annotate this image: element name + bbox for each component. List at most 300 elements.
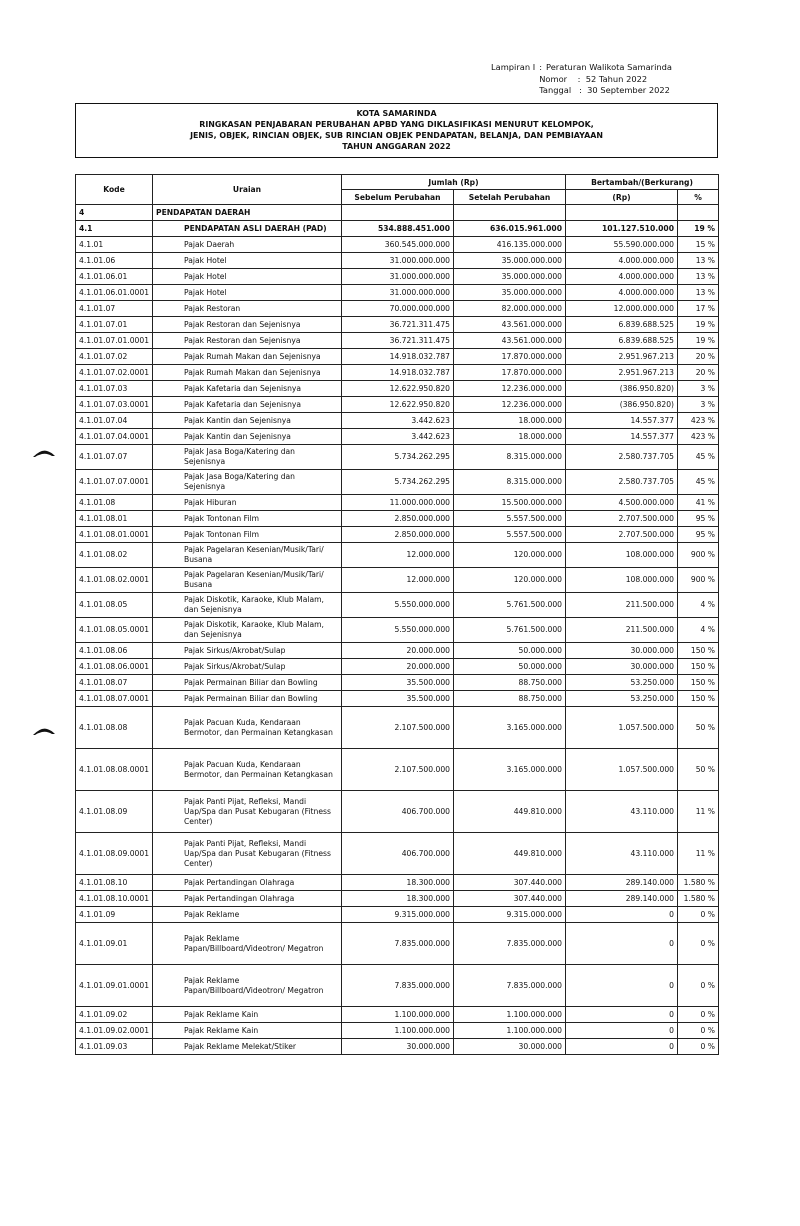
row-setelah: 35.000.000.000: [454, 253, 566, 269]
row-persen: 150 %: [678, 675, 719, 691]
table-row: [76, 205, 719, 221]
title-line-2: RINGKASAN PENJABARAN PERUBAHAN APBD YANG DIKLASIFIKASI MENURUT KELOMPOK,: [199, 120, 594, 129]
row-selisih: 14.557.377: [566, 429, 678, 445]
row-uraian: Pajak Reklame Melekat/Stiker: [153, 1039, 342, 1055]
row-selisih: 6.839.688.525: [566, 317, 678, 333]
row-sebelum: 1.100.000.000: [342, 1023, 454, 1039]
row-selisih: 0: [566, 1039, 678, 1055]
row-sebelum: 36.721.311.475: [342, 333, 454, 349]
row-sebelum: 30.000.000: [342, 1039, 454, 1055]
table-row: [76, 923, 719, 965]
row-selisih: 211.500.000: [566, 618, 678, 643]
row-kode: 4.1.01.08.05.0001: [76, 618, 153, 643]
row-selisih: 211.500.000: [566, 593, 678, 618]
row-sebelum: 18.300.000: [342, 891, 454, 907]
row-persen: 150 %: [678, 691, 719, 707]
row-kode: 4.1.01: [76, 237, 153, 253]
row-uraian: Pajak Hotel: [153, 269, 342, 285]
row-selisih: 30.000.000: [566, 643, 678, 659]
row-setelah: 18.000.000: [454, 429, 566, 445]
row-persen: 4 %: [678, 593, 719, 618]
row-setelah: 5.761.500.000: [454, 618, 566, 643]
row-sebelum: 12.000.000: [342, 543, 454, 568]
row-setelah: 43.561.000.000: [454, 317, 566, 333]
row-sebelum: 12.622.950.820: [342, 381, 454, 397]
row-setelah: 7.835.000.000: [454, 923, 566, 965]
row-sebelum: 36.721.311.475: [342, 317, 454, 333]
row-uraian: Pajak Reklame Papan/Billboard/Videotron/ Megatron: [153, 923, 342, 965]
row-sebelum: 5.550.000.000: [342, 593, 454, 618]
row-setelah: 88.750.000: [454, 675, 566, 691]
row-persen: 13 %: [678, 269, 719, 285]
row-persen: 150 %: [678, 659, 719, 675]
row-persen: 13 %: [678, 253, 719, 269]
scan-mark-icon: [32, 448, 56, 458]
row-sebelum: 9.315.000.000: [342, 907, 454, 923]
row-kode: 4.1.01.07: [76, 301, 153, 317]
row-sebelum: 406.700.000: [342, 791, 454, 833]
row-sebelum: 2.107.500.000: [342, 749, 454, 791]
row-persen: 900 %: [678, 543, 719, 568]
row-setelah: 7.835.000.000: [454, 965, 566, 1007]
row-selisih: 0: [566, 965, 678, 1007]
row-kode: 4.1.01.06.01: [76, 269, 153, 285]
header-kode: Kode: [76, 175, 153, 205]
row-selisih: 43.110.000: [566, 791, 678, 833]
row-kode: 4.1.01.08.07: [76, 675, 153, 691]
row-uraian: Pajak Panti Pijat, Refleksi, Mandi Uap/Spa dan Pusat Kebugaran (Fitness Center): [153, 791, 342, 833]
row-setelah: 1.100.000.000: [454, 1023, 566, 1039]
row-sebelum: [342, 205, 454, 221]
row-uraian: Pajak Restoran dan Sejenisnya: [153, 317, 342, 333]
row-selisih: 0: [566, 907, 678, 923]
table-row: [76, 593, 719, 618]
row-kode: 4: [76, 205, 153, 221]
row-sebelum: 2.850.000.000: [342, 511, 454, 527]
row-selisih: 1.057.500.000: [566, 749, 678, 791]
table-row: [76, 675, 719, 691]
row-persen: 4 %: [678, 618, 719, 643]
row-selisih: 2.951.967.213: [566, 349, 678, 365]
table-row: [76, 333, 719, 349]
row-setelah: 416.135.000.000: [454, 237, 566, 253]
row-sebelum: 3.442.623: [342, 429, 454, 445]
lampiran-block: [489, 62, 674, 97]
header-persen: %: [678, 190, 719, 205]
table-row: [76, 511, 719, 527]
table-row: [76, 527, 719, 543]
row-selisih: 55.590.000.000: [566, 237, 678, 253]
row-kode: 4.1.01.08.05: [76, 593, 153, 618]
row-persen: 150 %: [678, 643, 719, 659]
row-selisih: 289.140.000: [566, 875, 678, 891]
row-kode: 4.1.01.07.01.0001: [76, 333, 153, 349]
row-kode: 4.1.01.07.03.0001: [76, 397, 153, 413]
row-sebelum: 18.300.000: [342, 875, 454, 891]
table-row: [76, 1039, 719, 1055]
row-selisih: 289.140.000: [566, 891, 678, 907]
row-selisih: 6.839.688.525: [566, 333, 678, 349]
row-kode: 4.1.01.08.07.0001: [76, 691, 153, 707]
lampiran-label: Lampiran I: [491, 62, 536, 72]
row-uraian: Pajak Jasa Boga/Katering dan Sejenisnya: [153, 470, 342, 495]
row-sebelum: 11.000.000.000: [342, 495, 454, 511]
budget-table: [75, 174, 719, 1055]
table-row: [76, 317, 719, 333]
row-kode: 4.1: [76, 221, 153, 237]
row-uraian: Pajak Diskotik, Karaoke, Klub Malam, dan Sejenisnya: [153, 593, 342, 618]
row-setelah: 8.315.000.000: [454, 470, 566, 495]
row-setelah: 3.165.000.000: [454, 749, 566, 791]
row-uraian: Pajak Kantin dan Sejenisnya: [153, 413, 342, 429]
row-kode: 4.1.01.07.03: [76, 381, 153, 397]
row-selisih: 0: [566, 1023, 678, 1039]
row-persen: 0 %: [678, 1007, 719, 1023]
row-uraian: Pajak Kantin dan Sejenisnya: [153, 429, 342, 445]
table-row: [76, 413, 719, 429]
row-persen: 45 %: [678, 445, 719, 470]
row-setelah: 5.557.500.000: [454, 527, 566, 543]
lampiran-regulation: Peraturan Walikota Samarinda: [546, 62, 672, 72]
row-kode: 4.1.01.09.02: [76, 1007, 153, 1023]
table-row: [76, 543, 719, 568]
row-uraian: Pajak Pagelaran Kesenian/Musik/Tari/ Busana: [153, 568, 342, 593]
row-kode: 4.1.01.08.01.0001: [76, 527, 153, 543]
row-setelah: 30.000.000: [454, 1039, 566, 1055]
table-row: [76, 749, 719, 791]
table-row: [76, 965, 719, 1007]
row-selisih: 2.707.500.000: [566, 511, 678, 527]
document-title-box: [75, 103, 718, 158]
row-kode: 4.1.01.08: [76, 495, 153, 511]
row-selisih: [566, 205, 678, 221]
row-sebelum: 5.734.262.295: [342, 470, 454, 495]
header-jumlah: Jumlah (Rp): [342, 175, 566, 190]
row-selisih: 2.580.737.705: [566, 470, 678, 495]
row-persen: 19 %: [678, 317, 719, 333]
table-row: [76, 659, 719, 675]
row-uraian: Pajak Pertandingan Olahraga: [153, 891, 342, 907]
table-row: [76, 221, 719, 237]
row-selisih: 53.250.000: [566, 675, 678, 691]
row-setelah: 5.761.500.000: [454, 593, 566, 618]
row-setelah: 307.440.000: [454, 875, 566, 891]
table-row: [76, 269, 719, 285]
row-uraian: Pajak Panti Pijat, Refleksi, Mandi Uap/Spa dan Pusat Kebugaran (Fitness Center): [153, 833, 342, 875]
row-sebelum: 5.734.262.295: [342, 445, 454, 470]
row-sebelum: 20.000.000: [342, 643, 454, 659]
table-row: [76, 707, 719, 749]
row-persen: 13 %: [678, 285, 719, 301]
row-setelah: 82.000.000.000: [454, 301, 566, 317]
row-selisih: (386.950.820): [566, 381, 678, 397]
row-selisih: 4.000.000.000: [566, 285, 678, 301]
row-setelah: 18.000.000: [454, 413, 566, 429]
row-setelah: 50.000.000: [454, 659, 566, 675]
row-kode: 4.1.01.08.06: [76, 643, 153, 659]
row-setelah: 449.810.000: [454, 791, 566, 833]
row-setelah: 12.236.000.000: [454, 381, 566, 397]
row-persen: 0 %: [678, 923, 719, 965]
lampiran-table: Lampiran I : Peraturan Walikota Samarinda Nomor : 52 Tahun 2022 Tanggal : 30 September 2022: [491, 62, 672, 95]
row-persen: 50 %: [678, 707, 719, 749]
table-row: [76, 495, 719, 511]
table-row: [76, 285, 719, 301]
row-selisih: (386.950.820): [566, 397, 678, 413]
row-setelah: 636.015.961.000: [454, 221, 566, 237]
header-uraian: Uraian: [153, 175, 342, 205]
row-sebelum: 1.100.000.000: [342, 1007, 454, 1023]
header-rp: (Rp): [566, 190, 678, 205]
row-setelah: [454, 205, 566, 221]
budget-table-wrapper: [75, 174, 718, 1055]
row-persen: 45 %: [678, 470, 719, 495]
table-row: [76, 381, 719, 397]
row-kode: 4.1.01.08.06.0001: [76, 659, 153, 675]
row-setelah: 9.315.000.000: [454, 907, 566, 923]
table-row: [76, 691, 719, 707]
row-uraian: Pajak Hiburan: [153, 495, 342, 511]
row-sebelum: 3.442.623: [342, 413, 454, 429]
row-sebelum: 5.550.000.000: [342, 618, 454, 643]
row-sebelum: 70.000.000.000: [342, 301, 454, 317]
row-kode: 4.1.01.08.02: [76, 543, 153, 568]
row-kode: 4.1.01.06: [76, 253, 153, 269]
row-kode: 4.1.01.08.08: [76, 707, 153, 749]
row-kode: 4.1.01.08.09.0001: [76, 833, 153, 875]
row-uraian: Pajak Hotel: [153, 253, 342, 269]
row-persen: 423 %: [678, 413, 719, 429]
row-persen: 0 %: [678, 1039, 719, 1055]
table-row: [76, 833, 719, 875]
row-setelah: 17.870.000.000: [454, 349, 566, 365]
title-year: TAHUN ANGGARAN 2022: [342, 142, 451, 151]
row-persen: 11 %: [678, 833, 719, 875]
row-setelah: 35.000.000.000: [454, 269, 566, 285]
row-selisih: 2.951.967.213: [566, 365, 678, 381]
table-row: [76, 301, 719, 317]
lampiran-tanggal: Tanggal : 30 September 2022: [539, 85, 670, 95]
row-setelah: 1.100.000.000: [454, 1007, 566, 1023]
row-uraian: Pajak Pagelaran Kesenian/Musik/Tari/ Busana: [153, 543, 342, 568]
row-uraian: Pajak Permainan Biliar dan Bowling: [153, 675, 342, 691]
row-sebelum: 35.500.000: [342, 675, 454, 691]
row-sebelum: 35.500.000: [342, 691, 454, 707]
table-row: [76, 568, 719, 593]
row-kode: 4.1.01.07.07.0001: [76, 470, 153, 495]
row-selisih: 108.000.000: [566, 568, 678, 593]
row-sebelum: 534.888.451.000: [342, 221, 454, 237]
row-setelah: 88.750.000: [454, 691, 566, 707]
row-setelah: 50.000.000: [454, 643, 566, 659]
table-row: [76, 907, 719, 923]
row-kode: 4.1.01.08.08.0001: [76, 749, 153, 791]
row-kode: 4.1.01.07.04: [76, 413, 153, 429]
table-row: [76, 618, 719, 643]
table-row: [76, 791, 719, 833]
header-setelah: Setelah Perubahan: [454, 190, 566, 205]
row-kode: 4.1.01.07.02.0001: [76, 365, 153, 381]
table-row: [76, 875, 719, 891]
row-kode: 4.1.01.09.01: [76, 923, 153, 965]
row-persen: 0 %: [678, 907, 719, 923]
row-uraian: Pajak Kafetaria dan Sejenisnya: [153, 381, 342, 397]
budget-table-body: [76, 205, 719, 1055]
row-setelah: 15.500.000.000: [454, 495, 566, 511]
row-kode: 4.1.01.06.01.0001: [76, 285, 153, 301]
row-setelah: 5.557.500.000: [454, 511, 566, 527]
row-persen: 3 %: [678, 397, 719, 413]
title-city: KOTA SAMARINDA: [356, 109, 437, 118]
row-selisih: 53.250.000: [566, 691, 678, 707]
row-sebelum: 7.835.000.000: [342, 923, 454, 965]
header-bertambah: Bertambah/(Berkurang): [566, 175, 719, 190]
row-selisih: 4.000.000.000: [566, 253, 678, 269]
row-persen: 11 %: [678, 791, 719, 833]
row-selisih: 14.557.377: [566, 413, 678, 429]
row-setelah: 120.000.000: [454, 568, 566, 593]
row-persen: 0 %: [678, 965, 719, 1007]
row-kode: 4.1.01.09: [76, 907, 153, 923]
lampiran-nomor: Nomor : 52 Tahun 2022: [539, 73, 648, 84]
table-row: [76, 253, 719, 269]
row-sebelum: 20.000.000: [342, 659, 454, 675]
row-sebelum: 2.107.500.000: [342, 707, 454, 749]
row-setelah: 43.561.000.000: [454, 333, 566, 349]
table-row: [76, 1023, 719, 1039]
row-kode: 4.1.01.09.03: [76, 1039, 153, 1055]
table-row: [76, 445, 719, 470]
row-selisih: 4.500.000.000: [566, 495, 678, 511]
row-selisih: 101.127.510.000: [566, 221, 678, 237]
row-kode: 4.1.01.08.02.0001: [76, 568, 153, 593]
row-sebelum: 2.850.000.000: [342, 527, 454, 543]
row-uraian: Pajak Reklame Papan/Billboard/Videotron/ Megatron: [153, 965, 342, 1007]
row-selisih: 12.000.000.000: [566, 301, 678, 317]
row-uraian: Pajak Pertandingan Olahraga: [153, 875, 342, 891]
row-uraian: Pajak Reklame: [153, 907, 342, 923]
row-uraian: Pajak Kafetaria dan Sejenisnya: [153, 397, 342, 413]
row-setelah: 449.810.000: [454, 833, 566, 875]
row-setelah: 12.236.000.000: [454, 397, 566, 413]
row-selisih: 2.580.737.705: [566, 445, 678, 470]
row-sebelum: 12.000.000: [342, 568, 454, 593]
row-uraian: Pajak Hotel: [153, 285, 342, 301]
row-kode: 4.1.01.09.02.0001: [76, 1023, 153, 1039]
row-selisih: 4.000.000.000: [566, 269, 678, 285]
row-kode: 4.1.01.07.07: [76, 445, 153, 470]
row-selisih: 30.000.000: [566, 659, 678, 675]
row-persen: 1.580 %: [678, 875, 719, 891]
row-sebelum: 14.918.032.787: [342, 365, 454, 381]
row-sebelum: 31.000.000.000: [342, 253, 454, 269]
row-persen: 423 %: [678, 429, 719, 445]
row-selisih: 43.110.000: [566, 833, 678, 875]
header-sebelum: Sebelum Perubahan: [342, 190, 454, 205]
row-setelah: 17.870.000.000: [454, 365, 566, 381]
row-uraian: Pajak Tontonan Film: [153, 511, 342, 527]
row-selisih: 2.707.500.000: [566, 527, 678, 543]
table-row: [76, 397, 719, 413]
row-kode: 4.1.01.07.01: [76, 317, 153, 333]
row-kode: 4.1.01.08.10: [76, 875, 153, 891]
row-kode: 4.1.01.07.04.0001: [76, 429, 153, 445]
row-uraian: Pajak Diskotik, Karaoke, Klub Malam, dan Sejenisnya: [153, 618, 342, 643]
row-kode: 4.1.01.08.01: [76, 511, 153, 527]
row-sebelum: 406.700.000: [342, 833, 454, 875]
row-persen: 17 %: [678, 301, 719, 317]
row-selisih: 0: [566, 923, 678, 965]
row-setelah: 3.165.000.000: [454, 707, 566, 749]
row-uraian: Pajak Permainan Biliar dan Bowling: [153, 691, 342, 707]
row-uraian: Pajak Pacuan Kuda, Kendaraan Bermotor, dan Permainan Ketangkasan: [153, 707, 342, 749]
row-sebelum: 14.918.032.787: [342, 349, 454, 365]
row-persen: 15 %: [678, 237, 719, 253]
row-uraian: Pajak Reklame Kain: [153, 1023, 342, 1039]
row-selisih: 1.057.500.000: [566, 707, 678, 749]
table-row: [76, 643, 719, 659]
row-kode: 4.1.01.09.01.0001: [76, 965, 153, 1007]
row-persen: 50 %: [678, 749, 719, 791]
row-sebelum: 31.000.000.000: [342, 285, 454, 301]
row-uraian: PENDAPATAN DAERAH: [153, 205, 342, 221]
row-persen: 20 %: [678, 349, 719, 365]
row-uraian: Pajak Restoran: [153, 301, 342, 317]
row-setelah: 307.440.000: [454, 891, 566, 907]
row-uraian: Pajak Pacuan Kuda, Kendaraan Bermotor, dan Permainan Ketangkasan: [153, 749, 342, 791]
row-selisih: 0: [566, 1007, 678, 1023]
row-uraian: Pajak Daerah: [153, 237, 342, 253]
row-kode: 4.1.01.08.09: [76, 791, 153, 833]
row-uraian: PENDAPATAN ASLI DAERAH (PAD): [153, 221, 342, 237]
row-selisih: 108.000.000: [566, 543, 678, 568]
row-sebelum: 360.545.000.000: [342, 237, 454, 253]
row-persen: 3 %: [678, 381, 719, 397]
row-uraian: Pajak Sirkus/Akrobat/Sulap: [153, 659, 342, 675]
row-persen: 20 %: [678, 365, 719, 381]
row-uraian: Pajak Rumah Makan dan Sejenisnya: [153, 349, 342, 365]
row-persen: [678, 205, 719, 221]
row-sebelum: 12.622.950.820: [342, 397, 454, 413]
row-uraian: Pajak Jasa Boga/Katering dan Sejenisnya: [153, 445, 342, 470]
row-setelah: 120.000.000: [454, 543, 566, 568]
title-line-3: JENIS, OBJEK, RINCIAN OBJEK, SUB RINCIAN OBJEK PENDAPATAN, BELANJA, DAN PEMBIAYAAN: [190, 131, 603, 140]
row-uraian: Pajak Reklame Kain: [153, 1007, 342, 1023]
row-persen: 0 %: [678, 1023, 719, 1039]
table-row: [76, 365, 719, 381]
row-uraian: Pajak Sirkus/Akrobat/Sulap: [153, 643, 342, 659]
row-persen: 95 %: [678, 527, 719, 543]
row-persen: 19 %: [678, 333, 719, 349]
row-sebelum: 7.835.000.000: [342, 965, 454, 1007]
row-persen: 900 %: [678, 568, 719, 593]
table-row: [76, 349, 719, 365]
table-row: [76, 891, 719, 907]
row-uraian: Pajak Rumah Makan dan Sejenisnya: [153, 365, 342, 381]
table-row: [76, 470, 719, 495]
table-row: [76, 1007, 719, 1023]
row-uraian: Pajak Restoran dan Sejenisnya: [153, 333, 342, 349]
row-setelah: 8.315.000.000: [454, 445, 566, 470]
row-persen: 19 %: [678, 221, 719, 237]
scan-mark-icon: [32, 726, 56, 736]
row-persen: 41 %: [678, 495, 719, 511]
row-sebelum: 31.000.000.000: [342, 269, 454, 285]
row-uraian: Pajak Tontonan Film: [153, 527, 342, 543]
row-kode: 4.1.01.07.02: [76, 349, 153, 365]
row-kode: 4.1.01.08.10.0001: [76, 891, 153, 907]
row-persen: 1.580 %: [678, 891, 719, 907]
